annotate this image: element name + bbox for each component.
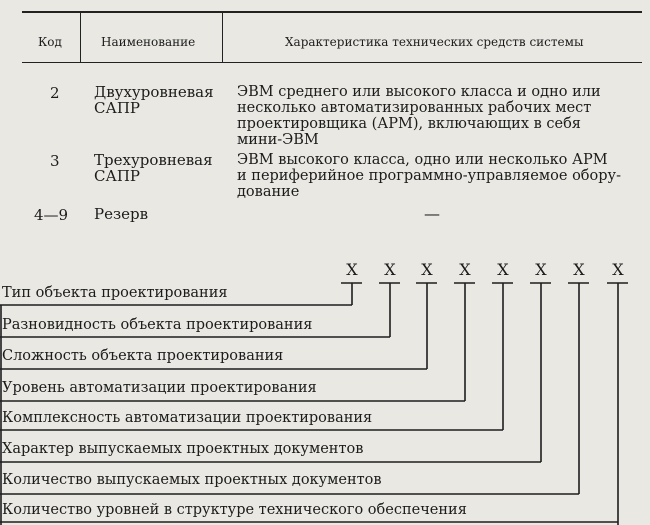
row-description-line: ЭВМ среднего или высокого класса и одно или (237, 84, 601, 100)
code-symbol: X (573, 260, 585, 279)
row-code: 2 (50, 84, 60, 102)
diagram-label: Сложность объекта проектирования (2, 348, 284, 364)
diagram-label: Количество выпускаемых проектных документов (2, 472, 382, 488)
code-symbol: X (497, 260, 509, 279)
row-description-line: проектировщика (АРМ), включающих в себя (237, 116, 581, 132)
diagram-label: Разновидность объекта проектирования (2, 317, 313, 333)
row-name-line: САПР (94, 167, 141, 185)
diagram-label: Уровень автоматизации проектирования (2, 380, 317, 396)
header-characteristics: Характеристика технических средств системы (285, 35, 584, 49)
diagram-label: Характер выпускаемых проектных документов (2, 441, 364, 457)
header-name: Наименование (101, 35, 196, 49)
row-description-line: ЭВМ высокого класса, одно или несколько АРМ (237, 152, 608, 168)
code-symbol: X (384, 260, 396, 279)
row-description-line: несколько автоматизированных рабочих мест (237, 100, 592, 116)
diagram-label: Тип объекта проектирования (2, 285, 228, 301)
code-symbol: X (421, 260, 433, 279)
row-description-line: дование (237, 184, 300, 200)
code-symbol: X (346, 260, 358, 279)
row-description-dash: — (424, 204, 440, 223)
code-symbol: X (612, 260, 624, 279)
diagram-label: Количество уровней в структуре технического обеспечения (2, 502, 467, 518)
row-code: 4—9 (34, 206, 69, 224)
row-code: 3 (50, 152, 60, 170)
header-code: Код (38, 35, 62, 49)
row-name-line: Трехуровневая (94, 151, 213, 169)
row-description-line: мини-ЭВМ (237, 132, 319, 148)
code-symbol: X (535, 260, 547, 279)
code-symbol: X (459, 260, 471, 279)
row-description-line: и периферийное программно-управляемое обору- (237, 168, 621, 184)
row-name-line: Резерв (94, 205, 149, 223)
diagram-label: Комплексность автоматизации проектирования (2, 410, 373, 426)
row-name-line: САПР (94, 99, 141, 117)
row-name-line: Двухуровневая (94, 83, 214, 101)
